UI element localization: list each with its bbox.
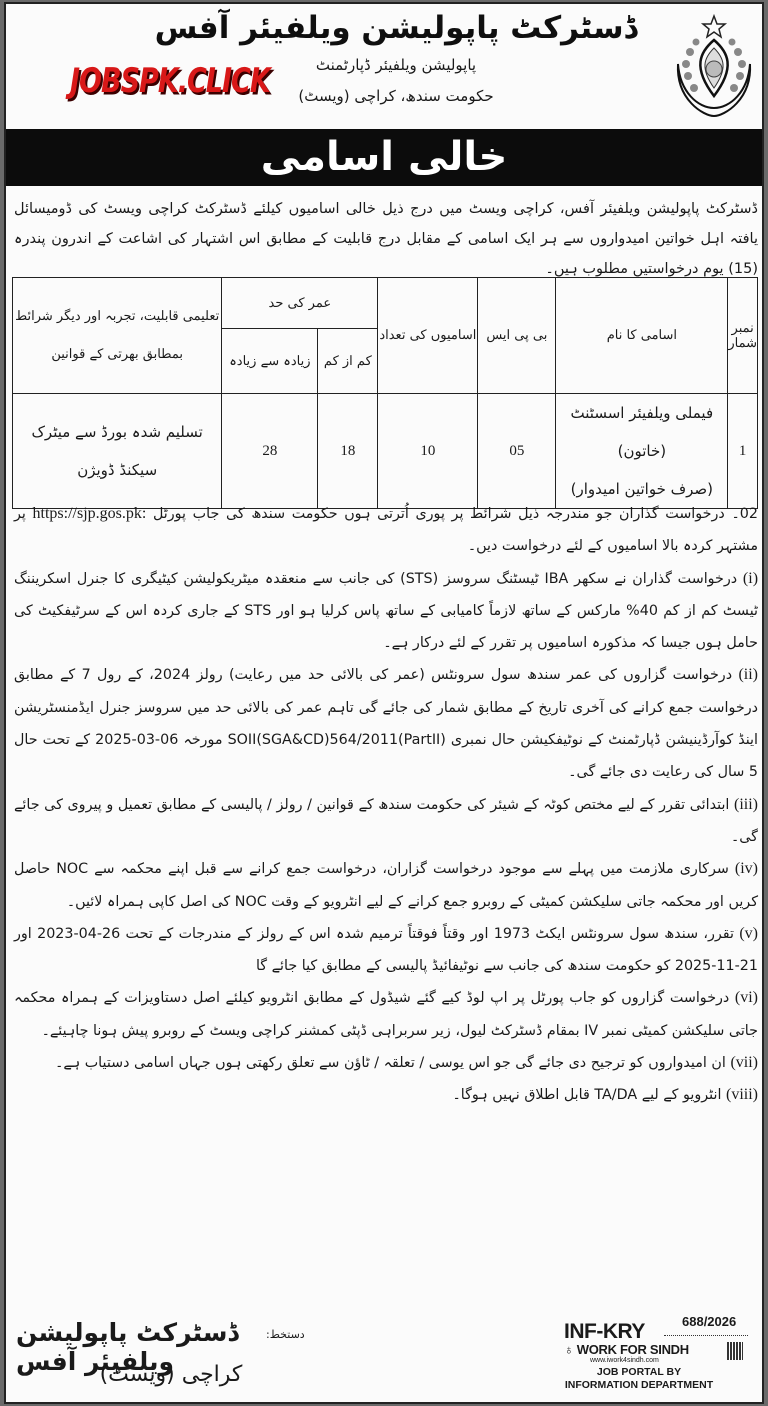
cell-serial: 1 (728, 394, 758, 509)
condition-item: (v) تقرر، سندھ سول سرونٹس ایکٹ 1973 اور وقتاً فوقتاً ترمیم شدہ اس کے رولز کے مندرجات کے تحت 26-04-2023 اور 21-11-2025 کو حکومت سندھ کی جانب سے نوٹیفائیڈ پالیسی کے مطابق کیا جائے گا (14, 924, 758, 975)
job-advertisement-page (4, 2, 764, 1404)
header-age-min: کم از کم (318, 329, 378, 394)
footer (6, 1314, 762, 1404)
header-qualification: تعلیمی قابلیت، تجربہ اور دیگر شرائط بمطابق بھرتی کے قوانین (13, 278, 222, 394)
condition-item: (vi) درخواست گزاروں کو جاب پورٹل پر اپ لوڈ کیے گئے شیڈول کے مطابق انٹرویو کیلئے اصل دستاویزات کے ہمراہ محکمہ جاتی سلیکشن کمیٹی نمبر IV بمقام ڈسٹرکٹ لیول، زیر سربراہی ڈپٹی کمشنر کراچی ویسٹ کے روبرو پیش ہونا چاہیئے۔ (14, 989, 759, 1039)
department-name: پاپولیشن ویلفیئر ڈپارٹمنٹ (315, 56, 477, 74)
watermark-logo: JOBSPK.CLICK (70, 62, 270, 101)
header (6, 4, 762, 122)
header-serial: نمبر شمار (728, 278, 758, 394)
cell-bps: 05 (478, 394, 556, 509)
qr-code-icon (727, 1342, 743, 1360)
job-portal-link[interactable]: https://sjp.gos.pk: (32, 505, 147, 522)
cell-count: 10 (378, 394, 478, 509)
condition-item: (iii) ابتدائی تقرر کے لیے مختص کوٹہ کے شیئر کی حکومت سندھ کے قوانین / رولز / پالیسی کے مطابق تعمیل و پیروی کی جائے گی۔ (14, 795, 759, 845)
header-age-max: زیادہ سے زیادہ (222, 329, 318, 394)
signature-label: دستخط: (266, 1328, 305, 1341)
cell-post-name: فیملی ویلفیئر اسسٹنٹ (خاتون) (صرف خواتین امیدوار) (556, 394, 728, 509)
header-age-limit: عمر کی حد (222, 278, 378, 329)
inf-code: INF-KRY (564, 1320, 645, 1343)
cell-qualification: تسلیم شدہ بورڈ سے میٹرک سیکنڈ ڈویژن (13, 394, 222, 509)
inf-dotted-line (664, 1335, 748, 1336)
brand-url: www.iwork4sindh.com (590, 1357, 659, 1364)
conditions-section (14, 498, 758, 1112)
inf-block (564, 1314, 754, 1392)
condition-item: (iv) سرکاری ملازمت میں پہلے سے موجود درخواست گزاران، درخواست جمع کرانے سے قبل اپنے محکمہ سے NOC حاصل کریں اور محکمہ جاتی سلیکشن کمیٹی کے روبرو جمع کرانے کے لیے انٹرویو کے وقت NOC کی اصل کاپی ہمراہ لائیں۔ (14, 860, 758, 910)
intro-paragraph: ڈسٹرکٹ پاپولیشن ویلفیئر آفس، کراچی ویسٹ میں درج ذیل خالی اسامیوں کیلئے ڈسٹرکٹ کراچی ویسٹ کی ڈومیسائل یافتہ اہل خواتین امیدواروں سے ہر ایک اسامی کے مقابل درج قابلیت کے مطابق اس اشتہار کی اشاعت کے اندرون پندرہ (15) یوم درخواستیں مطلوب ہیں۔ (14, 201, 758, 277)
table-row (13, 394, 758, 509)
paragraph-02: 02۔ درخواست گذاران جو مندرجہ ذیل شرائط پر پوری اُترتی ہوں حکومت سندھ کی جاب پورٹل https://sjp.gos.pk: پر مشتہر کردہ بالا اسامیوں کے لئے درخواست دیں۔ (14, 505, 758, 555)
signature-title: ڈسٹرکٹ پاپولیشن ویلفیئر آفس (16, 1318, 239, 1376)
cell-age-max: 28 (222, 394, 318, 509)
office-title: ڈسٹرکٹ پاپولیشن ویلفیئر آفس (154, 10, 638, 46)
hand-icon: ♁ (564, 1342, 574, 1357)
header-count: اسامیوں کی تعداد (378, 278, 478, 394)
vacancies-banner: خالی اسامی (6, 129, 762, 186)
header-bps: بی پی ایس (478, 278, 556, 394)
condition-item: (i) درخواست گذاران نے سکھر IBA ٹیسٹنگ سروسز (STS) کی جانب سے منعقدہ میٹریکولیشن کیٹیگری کا جنرل اسکریننگ ٹیسٹ کم از کم 40% مارکس کے ساتھ لازماً کامیابی کے ساتھ پاس کرلیا ہو اور STS کے جاری کردہ اس کے سرٹیفکیٹ کی حامل ہوں جیسا کہ مذکورہ اسامیوں پر تقرر کے لئے درکار ہے۔ (14, 569, 759, 652)
cell-age-min: 18 (318, 394, 378, 509)
condition-item: (vii) ان امیدواروں کو ترجیح دی جائے گی جو اس یوسی / تعلقہ / ٹاؤن سے تعلق رکھتی ہوں جہاں اسامی دستیاب ہے۔ (55, 1054, 758, 1072)
condition-item: (ii) درخواست گزاروں کی عمر سندھ سول سرونٹس (عمر کی بالائی حد میں رعایت) رولز 2024، کے رول 7 کے مطابق درخواست جمع کرانے کی آخری تاریخ کے مطابق شمار کی جائے گی تاہم عمر کی بالائی حد میں سروسز جنرل ایڈمنسٹریشن اینڈ کوآرڈینیشن ڈپارٹمنٹ کے نوٹیفکیشن حال نمبری SOII(SGA&CD)564/2011(PartII) مورخہ 06-03-2025 کے تحت حال 5 سال کی رعایت دی جائے گی۔ (14, 666, 758, 781)
condition-item: (viii) انٹرویو کے لیے TA/DA قابل اطلاق نہیں ہوگا۔ (452, 1086, 758, 1104)
portal-caption: JOB PORTAL BY INFORMATION DEPARTMENT (564, 1366, 714, 1391)
vacancy-table (12, 277, 758, 509)
header-post-name: اسامی کا نام (556, 278, 728, 394)
inf-number: 688/2026 (682, 1314, 737, 1329)
signature-place: کراچی (ویسٹ) (99, 1362, 243, 1387)
sindh-seal-icon (664, 12, 764, 120)
government-name: حکومت سندھ، کراچی (ویسٹ) (298, 87, 494, 105)
work-for-sindh-brand: ♁ WORK FOR SINDH (564, 1342, 689, 1357)
